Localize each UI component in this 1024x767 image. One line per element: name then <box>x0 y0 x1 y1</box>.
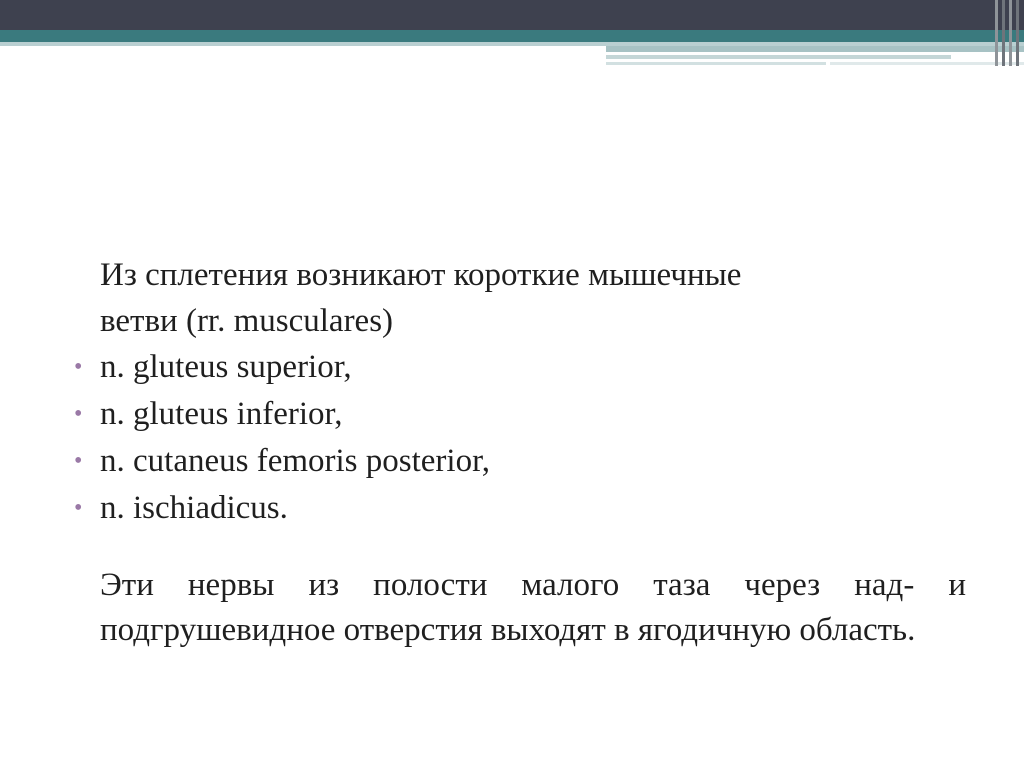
bullet-icon: • <box>74 495 83 521</box>
header-vertical-stripe <box>1009 0 1012 66</box>
list-item <box>74 485 964 532</box>
nerve-list <box>74 344 964 532</box>
list-item-text: n. gluteus inferior, <box>100 396 343 432</box>
header-band-teal <box>0 30 1024 42</box>
intro-paragraph: Из сплетения возникают короткие мышечные ветви (rr. musculares) <box>100 257 742 339</box>
header-accent-line <box>606 55 951 59</box>
header-band-dark <box>0 0 1024 30</box>
header-accent-line <box>606 62 826 65</box>
slide-body <box>74 252 964 653</box>
bullet-icon: • <box>74 354 83 380</box>
header-vertical-stripe <box>995 0 998 66</box>
closing-paragraph: Эти нервы из полости малого таза через над- и подгрушевидное отверстия выходят в ягодичную область. <box>100 567 966 648</box>
bullet-icon: • <box>74 401 83 427</box>
header-vertical-stripe <box>1002 0 1005 66</box>
list-item-text: n. ischiadicus. <box>100 490 288 526</box>
list-item-text: n. gluteus superior, <box>100 349 352 385</box>
list-item-text: n. cutaneus femoris posterior, <box>100 443 490 479</box>
list-item <box>74 438 964 485</box>
header-vertical-stripe <box>1016 0 1019 66</box>
list-item <box>74 344 964 391</box>
list-item <box>74 391 964 438</box>
bullet-icon: • <box>74 448 83 474</box>
header-accent-line <box>606 46 1024 52</box>
